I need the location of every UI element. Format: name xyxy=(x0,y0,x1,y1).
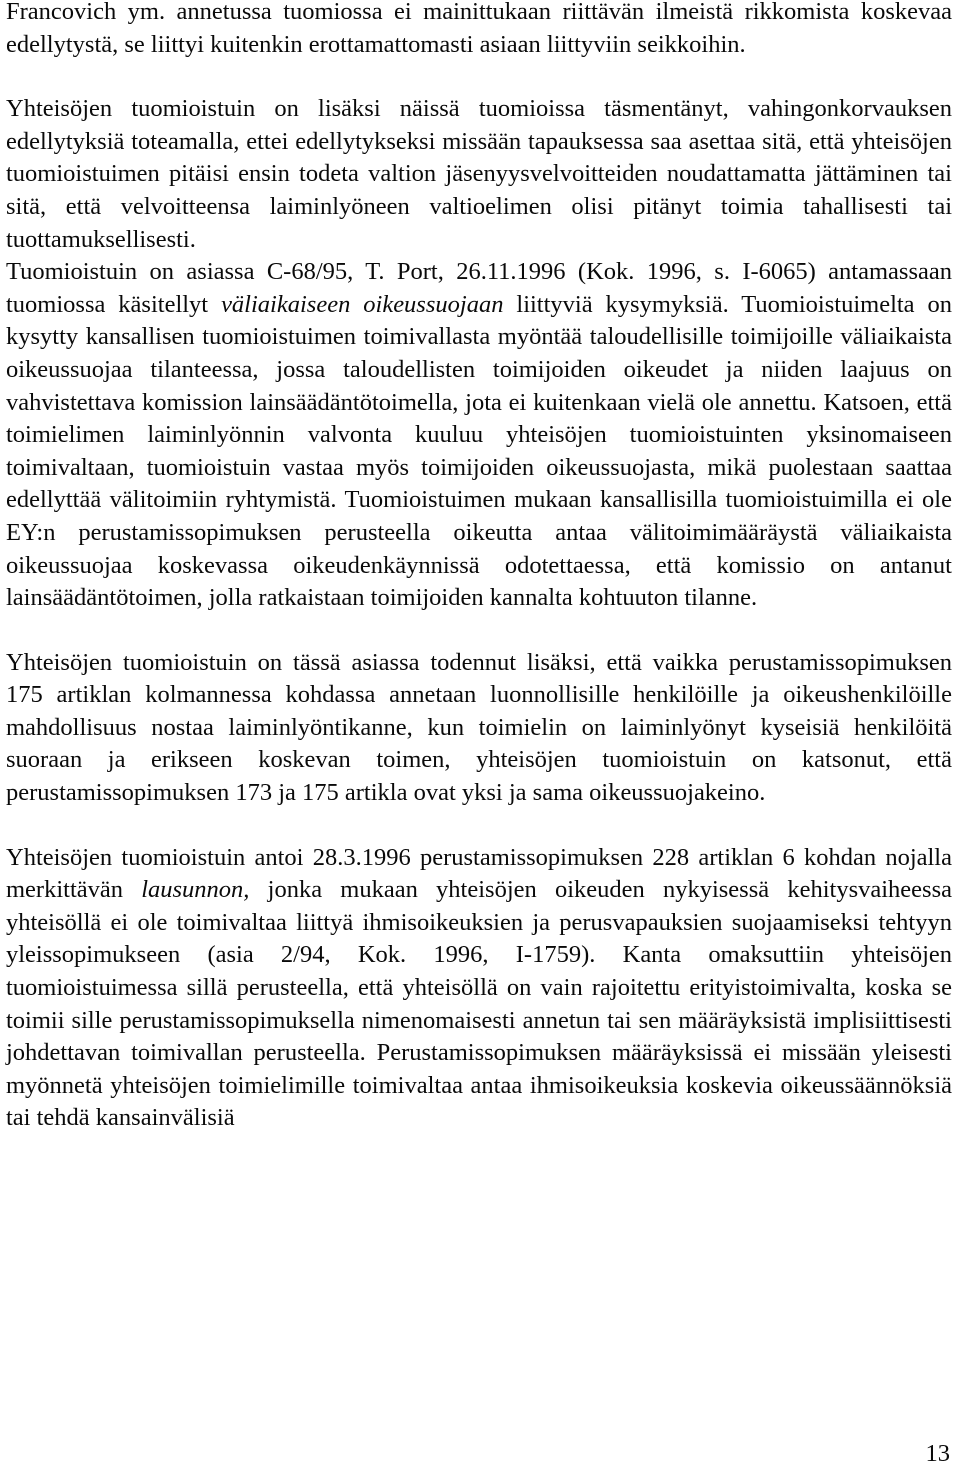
paragraph-text: Yhteisöjen tuomioistuin antoi 28.3.1996 perustamissopimuksen 228 artiklan 6 kohdan nojalla merkittävän xyxy=(6,843,952,904)
paragraph-text: Francovich ym. annetussa tuomiossa ei mainittukaan riittävän ilmeistä rikkomista koskevaa edellytystä, se liittyi kuitenkin erottamattomasti asiaan liittyviin seikkoihin. xyxy=(6,0,952,58)
paragraph-port-case xyxy=(6,256,952,615)
paragraph-text: Yhteisöjen tuomioistuin on tässä asiassa todennut lisäksi, että vaikka perustamissopimuksen 175 artiklan kolmannessa kohdassa annetaan luonnollisille henkilöille ja oikeushenkilöille mahdollisuus nostaa laiminlyöntikanne, kun toimielin on laiminlyönyt kyseisiä henkilöitä suoraan ja erikseen koskevan toimen, yhteisöjen tuomioistuin on katsonut, että perustamissopimuksen 173 ja 175 artikla ovat yksi ja sama oikeussuojakeino. xyxy=(6,648,952,807)
page-number: 13 xyxy=(925,1440,950,1467)
paragraph-text: Tuomioistuin on asiassa C-68/95, T. Port, 26.11.1996 (Kok. 1996, s. I-6065) antamassaan tuomiossa käsitellyt xyxy=(6,258,952,318)
paragraph-text: jonka mukaan yhteisöjen oikeuden nykyisessä kehitysvaiheessa yhteisöllä ei ole toimivaltaa liittyä ihmisoikeuksien ja perusvapauksien suojaamiseksi tehtyyn yleissopimukseen (asia 2/94, Kok. 1996, I-1759). Kanta omaksuttiin yhteisöjen tuomioistuimessa sillä perusteella, että yhteisöllä on vain rajoitettu erityistoimivalta, koska se toimii sille perustamissopimuksella nimenomaisesti annetun tai sen määräyksistä implisiittisesti johdettavan toimivallan perusteella. Perustamissopimuksen määräyksissä ei missään yleisesti myönnetä yhteisöjen toimielimille toimivaltaa antaa ihmisoikeuksia koskevia oikeussäännöksiä tai tehdä kansainvälisiä xyxy=(6,876,952,1132)
italic-term: lausunnon, xyxy=(141,876,250,904)
paragraph-gap xyxy=(6,61,952,93)
paragraph-article-175 xyxy=(6,647,952,810)
paragraph-damages-conditions xyxy=(6,93,952,256)
paragraph-text: Yhteisöjen tuomioistuin on lisäksi näissä tuomioissa täsmentänyt, vahingonkorvauksen edellytyksiä toteamalla, ettei edellytykseksi missään tapauksessa saa asettaa sitä, että yhteisöjen tuomioistuimen pitäisi ensin todeta valtion jäsenyysvelvoitteiden noudattamatta jättäminen tai sitä, että velvoitteensa laiminlyöneen valtioelimen olisi pitänyt toimia tahallisesti tai tuottamuksellisesti. xyxy=(6,95,952,253)
paragraph-gap xyxy=(6,615,952,647)
paragraph-gap xyxy=(6,810,952,842)
italic-term: väliaikaiseen oikeussuojaan xyxy=(221,290,504,318)
paragraph-francovich xyxy=(6,0,952,61)
paragraph-opinion-2-94 xyxy=(6,842,952,1135)
paragraph-text: liittyviä kysymyksiä. Tuomioistuimelta on kysytty kansallisen tuomioistuimen toimivallasta myöntää taloudellisille toimijoille väliaikaista oikeussuojaa tilanteessa, jossa taloudellisten toimijoiden oikeudet ja niiden laajuus on vahvistettava komission lainsäädäntötoimella, jota ei kuitenkaan vielä ole annettu. Katsoen, että toimielimen laiminlyönnin valvonta kuuluu yhteisöjen tuomioistuinten yksinomaiseen toimivaltaan, tuomioistuin vastaa myös toimijoiden oikeussuojasta, mikä puolestaan saattaa edellyttää välitoimiin ryhtymistä. Tuomioistuimen mukaan kansallisilla tuomioistuimilla ei ole EY:n perustamissopimuksen perusteella oikeutta antaa välitoimimääräystä väliaikaista oikeussuojaa koskevassa oikeudenkäynnissä odotettaessa, että komissio on antanut lainsäädäntötoimen, jolla ratkaistaan toimijoiden kannalta kohtuuton tilanne. xyxy=(6,290,952,612)
